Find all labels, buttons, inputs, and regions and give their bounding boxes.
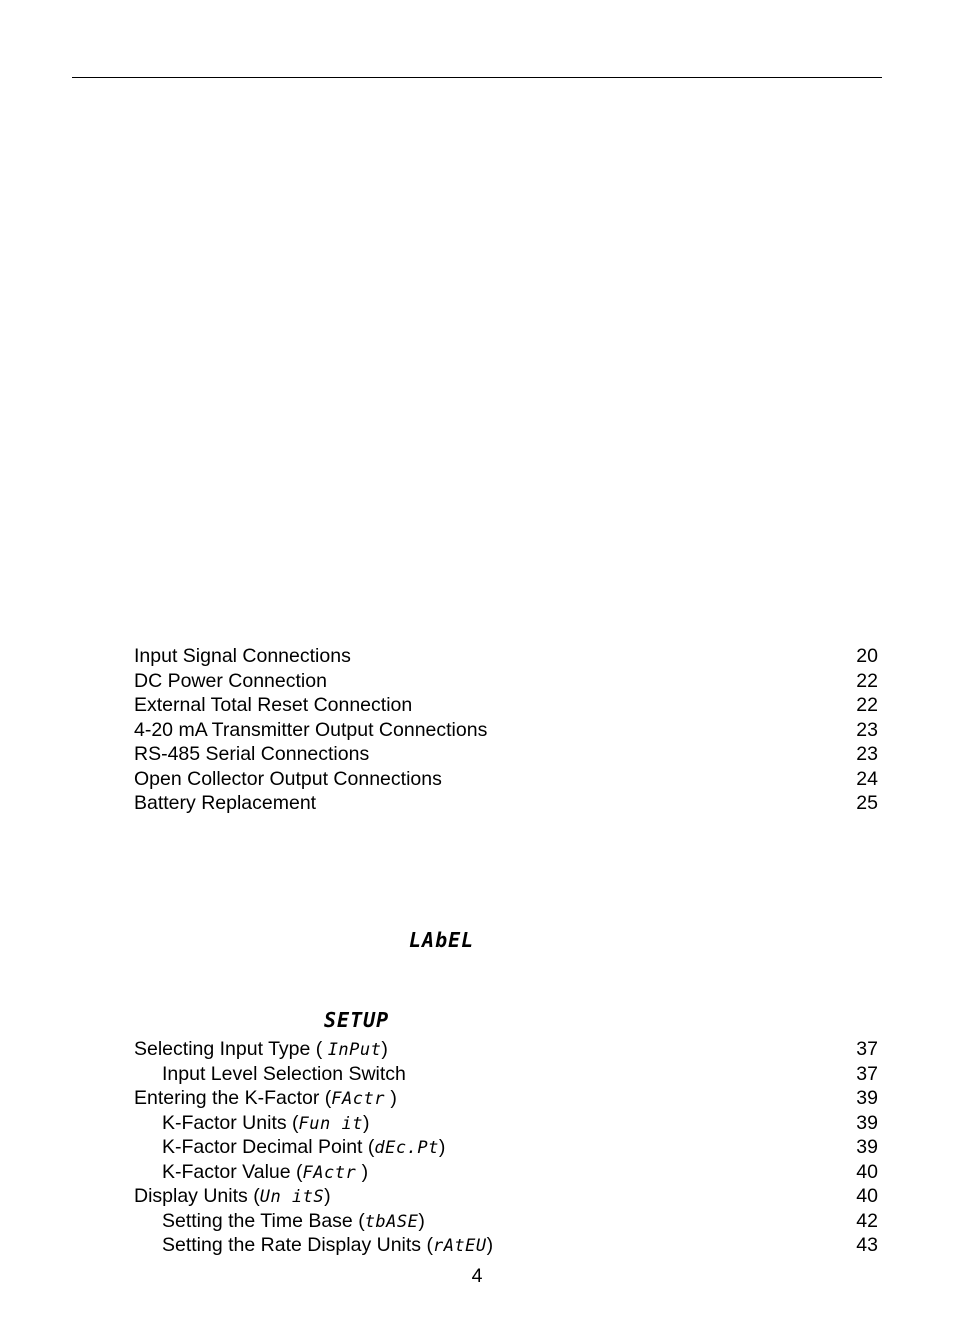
lcd-code: rAtEU: [432, 1236, 487, 1256]
page-number: 4: [471, 1265, 483, 1287]
toc-entry[interactable]: Selecting Input Type ( InPut) 37: [134, 1038, 878, 1060]
lcd-code: Un itS: [259, 1187, 325, 1207]
toc-entry[interactable]: 4-20 mA Transmitter Output Connections 23: [134, 718, 878, 741]
lcd-code: FActr: [331, 1089, 385, 1109]
toc-section-connections: [134, 644, 878, 816]
lcd-code: dEc.Pt: [374, 1138, 439, 1158]
lcd-code: FActr: [302, 1162, 357, 1183]
toc-entry[interactable]: Entering the K-Factor (FActr ) 39: [134, 1087, 878, 1109]
toc-entry[interactable]: RS-485 Serial Connections 23: [134, 743, 878, 765]
toc-entry[interactable]: Display Units (Un itS) 40: [134, 1185, 878, 1207]
toc-entry[interactable]: Setting the Rate Display Units (rAtEU) 43: [162, 1234, 878, 1256]
toc-entry[interactable]: K-Factor Value (FActr ) 40: [162, 1160, 878, 1183]
toc-entry[interactable]: DC Power Connection 22: [134, 669, 878, 692]
toc-entry[interactable]: Setting the Time Base (tbASE) 42: [162, 1209, 878, 1232]
toc-entry[interactable]: Open Collector Output Connections 24: [134, 767, 878, 790]
toc-entry[interactable]: Input Signal Connections 20: [134, 645, 878, 667]
lcd-code: tbASE: [364, 1211, 419, 1232]
toc-entry[interactable]: External Total Reset Connection 22: [134, 694, 878, 716]
toc-entry[interactable]: K-Factor Decimal Point (dEc.Pt) 39: [162, 1136, 878, 1158]
lcd-code: InPut: [327, 1040, 382, 1060]
lcd-label-label: LAbEL: [409, 928, 475, 952]
header-rule: [72, 77, 882, 78]
lcd-code: Fun it: [298, 1113, 363, 1134]
lcd-label-setup: SETUP: [324, 1008, 390, 1032]
toc-entry[interactable]: K-Factor Units (Fun it) 39: [162, 1111, 878, 1134]
toc-entry[interactable]: Input Level Selection Switch 37: [162, 1062, 878, 1085]
toc-entry[interactable]: Battery Replacement 25: [134, 792, 878, 814]
toc-section-setup: [134, 1037, 878, 1258]
